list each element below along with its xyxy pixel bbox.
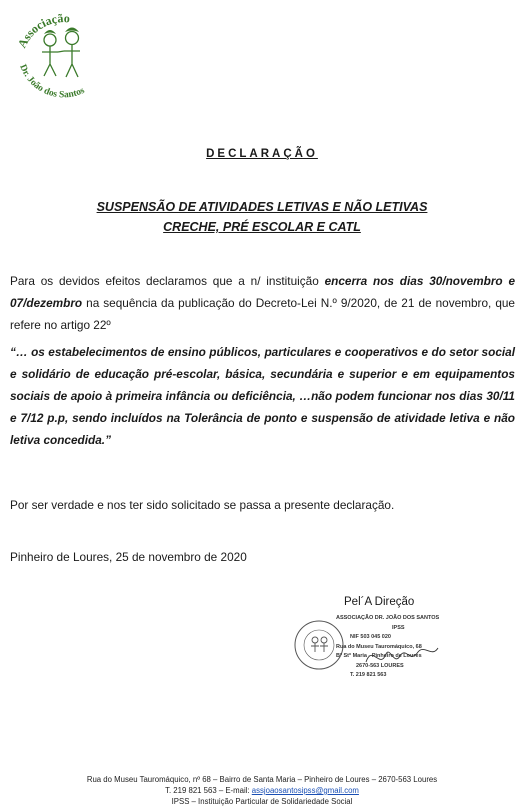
logo-text-middle: Dr. João dos Santos bbox=[17, 63, 87, 101]
document-title: DECLARAÇÃO bbox=[206, 148, 318, 160]
footer-contact bbox=[0, 786, 524, 795]
date-line: Pinheiro de Loures, 25 de novembro de 2020 bbox=[10, 550, 247, 564]
stamp-line: ASSOCIAÇÃO DR. JOÃO DOS SANTOS bbox=[336, 615, 440, 621]
paragraph-text-part2: na sequência da publicação do Decreto-Lei N.º 9/2020, de 21 de novembro, que refere no artigo 22º bbox=[10, 296, 515, 332]
logo-emblem-icon bbox=[8, 4, 116, 108]
stamp-line: NIF 503 045 020 bbox=[350, 634, 391, 640]
stamp-line: Rua do Museu Tauromáquico, 68 bbox=[336, 643, 422, 650]
declaration-paragraph bbox=[10, 270, 515, 336]
stamp-line: 2670-563 LOURES bbox=[356, 662, 404, 669]
footer-email-link[interactable]: assjoaosantosipss@gmail.com bbox=[251, 786, 359, 795]
signature-title: Pel´A Direção bbox=[344, 596, 415, 608]
footer-ipss: IPSS – Instituição Particular de Solidariedade Social bbox=[171, 797, 353, 806]
decree-quote: “… os estabelecimentos de ensino públicos, particulares e cooperativos e do setor social e solidário de educação pré-escolar, básica, secundária e superior e em equipamentos sociais de apoio à primeira infância ou deficiência, …não podem funcionar nos dias 30/11 e 7/12 p.p, sendo incluídos na Tolerância de ponto e suspensão de atividade letiva e não letiva concedida.” bbox=[10, 345, 515, 447]
footer-address: Rua do Museu Tauromáquico, nº 68 – Bairro de Santa Maria – Pinheiro de Loures – 2670-563 Loures bbox=[86, 775, 438, 784]
closing-paragraph: Por ser verdade e nos ter sido solicitado se passa a presente declaração. bbox=[10, 498, 395, 512]
stamp-line: T. 219 821 563 bbox=[350, 672, 387, 678]
subtitle-line-2: CRECHE, PRÉ ESCOLAR E CATL bbox=[163, 220, 361, 234]
stamp-line: IPSS bbox=[392, 624, 405, 631]
stamp-line: Bº Stª Maria - Pinheiro de Loures bbox=[336, 653, 422, 659]
handwritten-signature-icon bbox=[362, 636, 442, 676]
paragraph-text-part1: Para os devidos efeitos declaramos que a n/ instituição bbox=[10, 274, 325, 288]
association-logo bbox=[8, 4, 116, 108]
subtitle-line-1: SUSPENSÃO DE ATIVIDADES LETIVAS E NÃO LETIVAS bbox=[96, 200, 428, 214]
signature-block bbox=[284, 596, 524, 696]
logo-text-top: Associação bbox=[14, 11, 71, 51]
closure-dates: encerra nos dias 30/novembro e 07/dezembro bbox=[10, 274, 515, 310]
footer-phone: T. 219 821 563 – E-mail: bbox=[165, 786, 252, 795]
svg-text:Associação bbox=[15, 11, 71, 50]
